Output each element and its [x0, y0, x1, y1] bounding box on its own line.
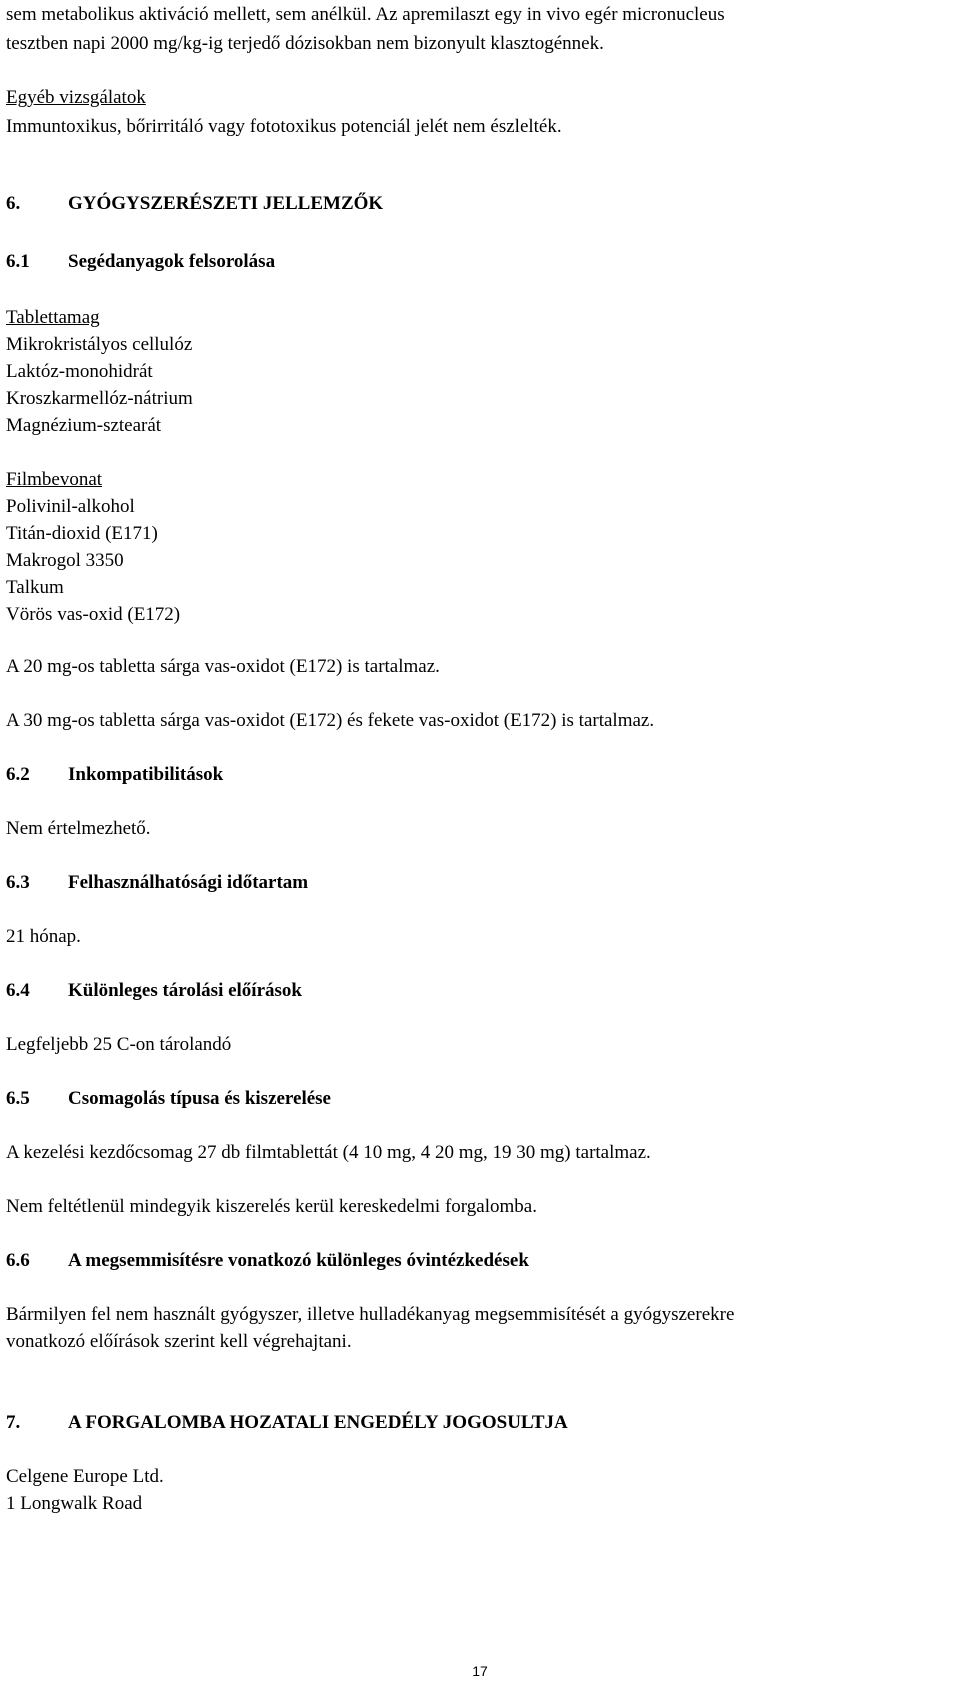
section-title: Inkompatibilitások	[68, 764, 224, 785]
pack-content-text: A kezelési kezdőcsomag 27 db filmtablettát (4 10 mg, 4 20 mg, 19 30 mg) tartalmaz.	[6, 1142, 651, 1163]
section-number: 7.	[6, 1412, 21, 1433]
page-number: 17	[472, 1663, 488, 1679]
company-name: Celgene Europe Ltd.	[6, 1466, 164, 1487]
section-title: Felhasználhatósági időtartam	[68, 872, 309, 893]
intro-line-2: tesztben napi 2000 mg/kg-ig terjedő dózisokban nem bizonyult klasztogénnek.	[6, 33, 604, 54]
core-item: Laktóz-monohidrát	[6, 361, 153, 382]
section-6-heading	[6, 189, 383, 218]
coat-item: Polivinil-alkohol	[6, 496, 135, 517]
section-title: Segédanyagok felsorolása	[68, 251, 276, 272]
core-item: Mikrokristályos cellulóz	[6, 334, 193, 355]
section-title: GYÓGYSZERÉSZETI JELLEMZŐK	[68, 193, 384, 214]
other-studies-heading: Egyéb vizsgálatok	[6, 87, 146, 108]
coat-item: Talkum	[6, 577, 64, 598]
pack-marketing-text: Nem feltétlenül mindegyik kiszerelés kerül kereskedelmi forgalomba.	[6, 1196, 537, 1217]
section-6-6-heading	[6, 1246, 529, 1275]
other-studies-text: Immuntoxikus, bőrirritáló vagy fototoxikus potenciál jelét nem észlelték.	[6, 116, 562, 137]
section-number: 6.1	[6, 251, 30, 272]
section-6-5-heading	[6, 1084, 331, 1113]
section-title: A FORGALOMBA HOZATALI ENGEDÉLY JOGOSULTJA	[68, 1412, 568, 1433]
section-6-2-heading	[6, 760, 223, 789]
coat-item: Makrogol 3350	[6, 550, 124, 571]
disposal-text-line-2: vonatkozó előírások szerint kell végrehajtani.	[6, 1331, 352, 1352]
section-title: Csomagolás típusa és kiszerelése	[68, 1088, 331, 1109]
coat-heading: Filmbevonat	[6, 469, 103, 490]
section-6-3-heading	[6, 868, 308, 897]
section-number: 6.4	[6, 980, 30, 1001]
coat-item: Vörös vas-oxid (E172)	[6, 604, 181, 625]
section-number: 6.6	[6, 1250, 30, 1271]
section-number: 6.	[6, 193, 21, 214]
incompatibility-text: Nem értelmezhető.	[6, 818, 151, 839]
section-title: Különleges tárolási előírások	[68, 980, 302, 1001]
core-item: Magnézium-sztearát	[6, 415, 162, 436]
disposal-text-line-1: Bármilyen fel nem használt gyógyszer, illetve hulladékanyag megsemmisítését a gyógyszerekre	[6, 1304, 735, 1325]
core-heading: Tablettamag	[6, 307, 100, 328]
company-address: 1 Longwalk Road	[6, 1493, 143, 1514]
section-6-4-heading	[6, 976, 302, 1005]
coat-item: Titán-dioxid (E171)	[6, 523, 158, 544]
note-20mg: A 20 mg-os tabletta sárga vas-oxidot (E172) is tartalmaz.	[6, 656, 440, 677]
section-number: 6.5	[6, 1088, 30, 1109]
intro-line-1: sem metabolikus aktiváció mellett, sem anélkül. Az apremilaszt egy in vivo egér micronucleus	[6, 4, 725, 25]
core-item: Kroszkarmellóz-nátrium	[6, 388, 193, 409]
section-6-1-heading	[6, 247, 275, 276]
section-7-heading	[6, 1408, 568, 1437]
note-30mg: A 30 mg-os tabletta sárga vas-oxidot (E172) és fekete vas-oxidot (E172) is tartalmaz.	[6, 710, 655, 731]
section-title: A megsemmisítésre vonatkozó különleges óvintézkedések	[68, 1250, 529, 1271]
storage-text: Legfeljebb 25 C-on tárolandó	[6, 1034, 232, 1055]
shelf-life-text: 21 hónap.	[6, 926, 81, 947]
section-number: 6.3	[6, 872, 30, 893]
section-number: 6.2	[6, 764, 30, 785]
